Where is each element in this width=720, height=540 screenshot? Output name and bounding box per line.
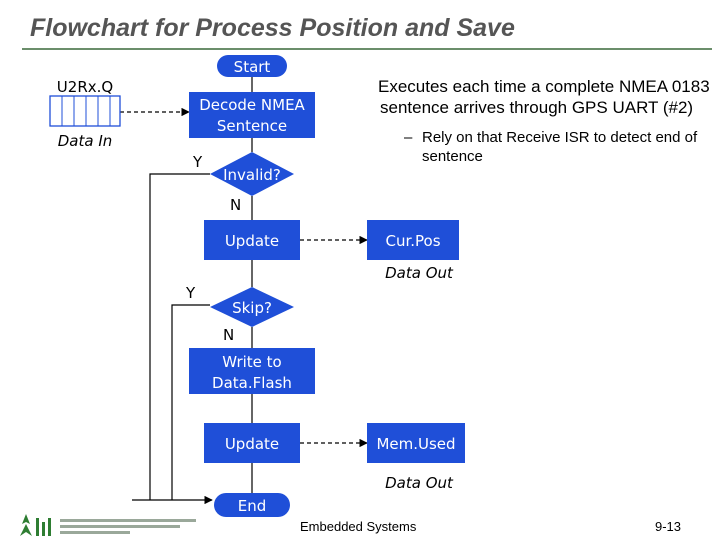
decode-label-line1: Decode NMEA — [199, 96, 305, 114]
start-label: Start — [233, 58, 271, 76]
data-out-label-1: Data Out — [385, 264, 453, 282]
update-label-1: Update — [224, 232, 280, 250]
note-sub-text: Rely on that Receive ISR to detect end of sentence — [422, 129, 698, 165]
footer-course: Embedded Systems — [300, 519, 417, 534]
note-sub-item — [372, 128, 712, 166]
notes — [372, 76, 712, 166]
slide-title: Flowchart for Process Position and Save — [30, 14, 515, 42]
update-label-2: Update — [224, 435, 280, 453]
skip-label: Skip? — [232, 299, 272, 317]
university-logo — [12, 512, 202, 538]
data-out-label-2: Data Out — [385, 474, 453, 492]
write-label-line2: Data.Flash — [212, 374, 292, 392]
note-sub-dash: – — [404, 129, 413, 146]
data-in-label: Data In — [57, 132, 113, 150]
skip-no-label: N — [223, 326, 235, 344]
queue-icon — [50, 96, 120, 126]
skip-yes-label: Y — [186, 284, 196, 302]
invalid-label: Invalid? — [223, 166, 281, 184]
invalid-no-label: N — [230, 196, 242, 214]
footer-page-number: 9-13 — [655, 519, 682, 534]
end-label: End — [237, 497, 267, 515]
memused-label: Mem.Used — [376, 435, 456, 453]
note-main: Executes each time a complete NMEA 0183 sentence arrives through GPS UART (#2) — [378, 77, 710, 117]
decode-label-line2: Sentence — [216, 117, 288, 135]
write-label-line1: Write to — [222, 353, 282, 371]
invalid-yes-label: Y — [193, 153, 203, 171]
curpos-label: Cur.Pos — [385, 232, 441, 250]
queue-label: U2Rx.Q — [56, 78, 114, 96]
